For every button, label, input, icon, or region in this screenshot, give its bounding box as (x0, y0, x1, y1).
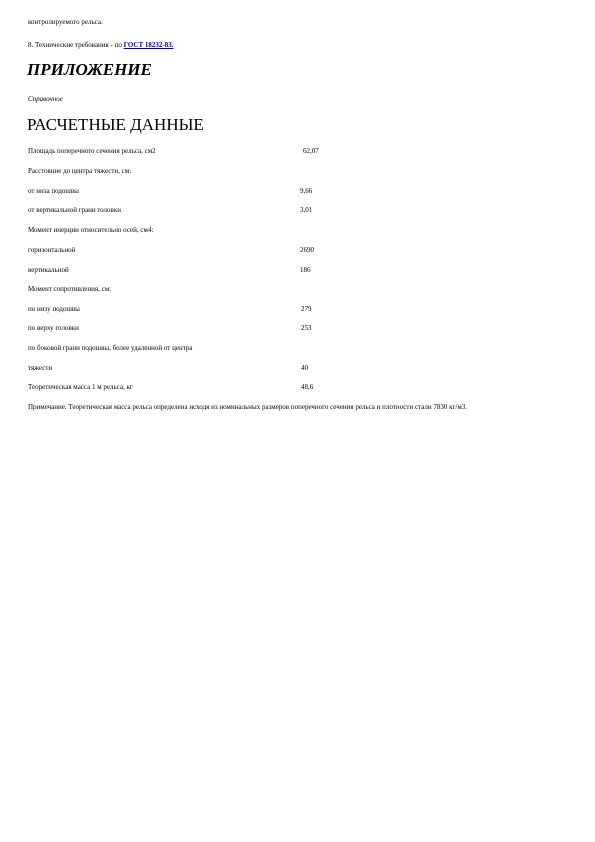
data-row (28, 285, 548, 294)
row-label: Расстояние до центра тяжести, см: (28, 167, 132, 175)
row-label: горизонтальной (28, 246, 76, 254)
row-label: от вертикальной грани головки (28, 206, 121, 214)
appendix-title: ПРИЛОЖЕНИЕ (27, 60, 152, 79)
row-label: по верху головки (28, 324, 79, 332)
table-title: РАСЧЕТНЫЕ ДАННЫЕ (27, 115, 204, 134)
row-value: 253 (301, 324, 312, 332)
section-8 (28, 41, 173, 50)
data-row (28, 266, 548, 275)
data-row (28, 324, 548, 333)
data-row (28, 344, 548, 353)
row-label: Момент инерции относительно осей, см4: (28, 226, 154, 234)
row-value: 2690 (300, 246, 314, 254)
row-label: по низу подошвы (28, 305, 80, 313)
data-row (28, 147, 548, 156)
row-value: 9,66 (300, 187, 313, 195)
data-row (28, 305, 548, 314)
appendix-reference-note: Справочное (28, 95, 63, 103)
row-label: Теоретическая масса 1 м рельса, кг (28, 383, 133, 391)
row-label: Момент сопротивления, см: (28, 285, 112, 293)
row-value: 186 (300, 266, 311, 274)
row-value: 40 (301, 364, 308, 372)
data-row (28, 226, 548, 235)
row-label: тяжести (28, 364, 53, 372)
gost-link[interactable]: ГОСТ 18232-83. (123, 41, 174, 49)
row-label: по боковой грани подошвы, более удаленной от центра (28, 344, 193, 352)
data-row (28, 383, 548, 392)
row-value: 279 (301, 305, 312, 313)
data-row (28, 364, 548, 373)
row-label: Площадь поперечного сечения рельса, см2 (28, 147, 156, 155)
data-row (28, 206, 548, 215)
section-8-text: 8. Технические требования - по (28, 41, 124, 49)
data-row (28, 167, 548, 176)
data-row (28, 187, 548, 196)
row-value: 48,6 (301, 383, 314, 391)
data-row (28, 246, 548, 255)
row-value: 3,01 (300, 206, 313, 214)
row-label: вертикальной (28, 266, 69, 274)
continuation-text: контролируемого рельса. (28, 18, 103, 26)
footnote: Примечание. Теоретическая масса рельса определена исходя из номинальных размеров поперечного сечения рельса и плотности стали 7830 кг/м3. (28, 403, 467, 411)
row-value: 62,07 (303, 147, 319, 155)
row-label: от низа подошвы (28, 187, 79, 195)
